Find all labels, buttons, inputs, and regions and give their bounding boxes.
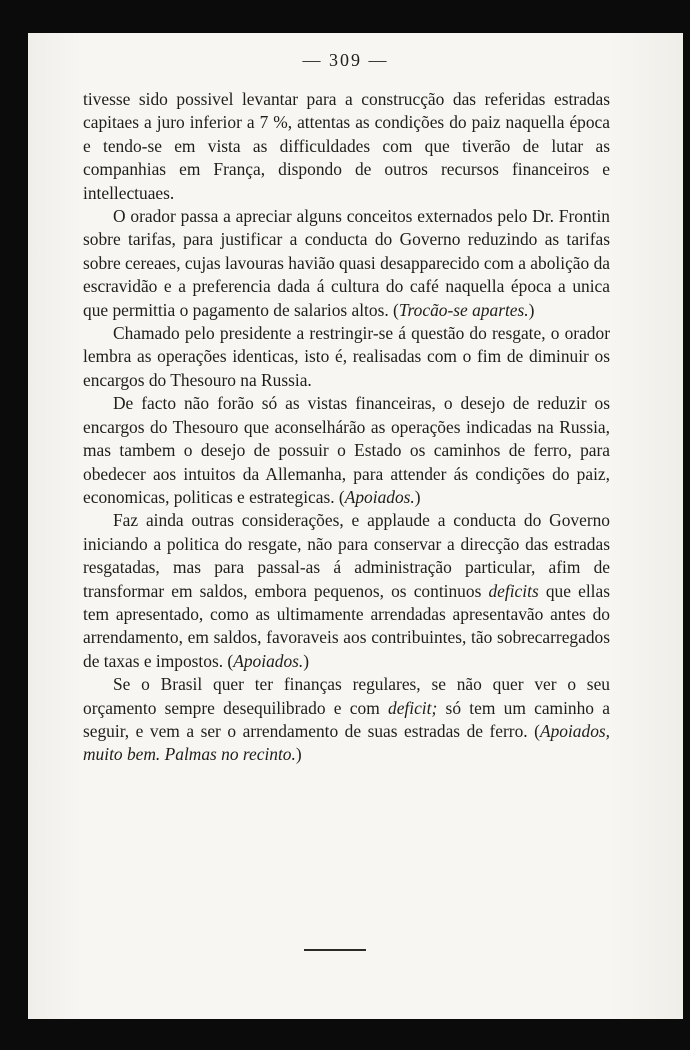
scan-border-right: [683, 0, 690, 1050]
text-run: ): [295, 744, 302, 765]
text-run: De facto não forão só as vistas financeiras, o desejo de reduzir os encargos do Thesouro que aconselhárão as operações indicadas na Russia, mas tambem o desejo de possuir o Estado os caminhos de ferro, para obedecer aos intuitos da Allemanha, para attender ás condições do paiz, economicas, politicas e estrategicas. (: [83, 393, 610, 507]
paragraph: [83, 322, 610, 392]
text-run: que ellas tem apresentado, como as ultimamente arrendadas apresentavão antes do arrendamento, em saldos, favoraveis aos contribuintes, tão sobrecarregados de taxas e impostos. (: [83, 580, 610, 671]
text-run: Chamado pelo presidente a restringir-se á questão do resgate, o orador lembra as operações identicas, isto é, realisadas com o fim de diminuir os encargos do Thesouro na Russia.: [83, 323, 610, 390]
italic-run: Apoiados.: [233, 650, 304, 671]
paragraph: [83, 509, 610, 673]
paragraph: [83, 205, 610, 322]
scan-border-top: [0, 0, 690, 33]
page-number: — 309 —: [302, 50, 389, 70]
text-run: Faz ainda outras considerações, e applaude a conducta do Governo iniciando a politica do resgate, não para conservar a direcção das estradas resgatadas, mas para passal-as á administração particular, afim de transformar em saldos, embora pequenos, os continuos: [83, 510, 610, 601]
italic-run: deficit;: [388, 697, 438, 718]
paragraph: [83, 673, 610, 767]
italic-run: Trocão-se apartes.: [398, 299, 529, 320]
scan-border-bottom: [0, 1019, 690, 1050]
text-run: ): [303, 650, 310, 671]
paragraph: [83, 88, 610, 205]
text-run: ): [414, 486, 421, 507]
text-run: O orador passa a apreciar alguns conceitos externados pelo Dr. Frontin sobre tarifas, para justificar a conducta do Governo reduzindo as tarifas sobre cereaes, cujas lavouras havião quasi desapparecido com a abolição da escravidão e a preferencia dada á cultura do café naquella época a unica que permittia o pagamento de salarios altos. (: [83, 206, 610, 320]
paragraph: [83, 392, 610, 509]
text-run: tivesse sido possivel levantar para a construcção das referidas estradas capitaes a juro inferior a 7 %, attentas as condições do paiz naquella época e tendo-se em vista as difficuldades com que tiverão de lutar as companhias em França, dispondo de outros recursos financeiros e intellectuaes.: [83, 89, 610, 203]
italic-run: Apoiados.: [344, 486, 415, 507]
text-run: Se o Brasil quer ter finanças regulares, se não quer ver o seu orçamento sempre desequilibrado e com: [83, 674, 610, 718]
italic-run: Apoiados, muito bem. Palmas no recinto.: [83, 720, 610, 765]
section-end-rule: [304, 949, 366, 951]
italic-run: deficits: [488, 580, 539, 601]
text-run: ): [528, 299, 535, 320]
scan-border-left: [0, 0, 28, 1050]
text-run: só tem um caminho a seguir, e vem a ser o arrendamento de suas estradas de ferro. (: [83, 697, 610, 741]
page-body: [83, 88, 610, 767]
